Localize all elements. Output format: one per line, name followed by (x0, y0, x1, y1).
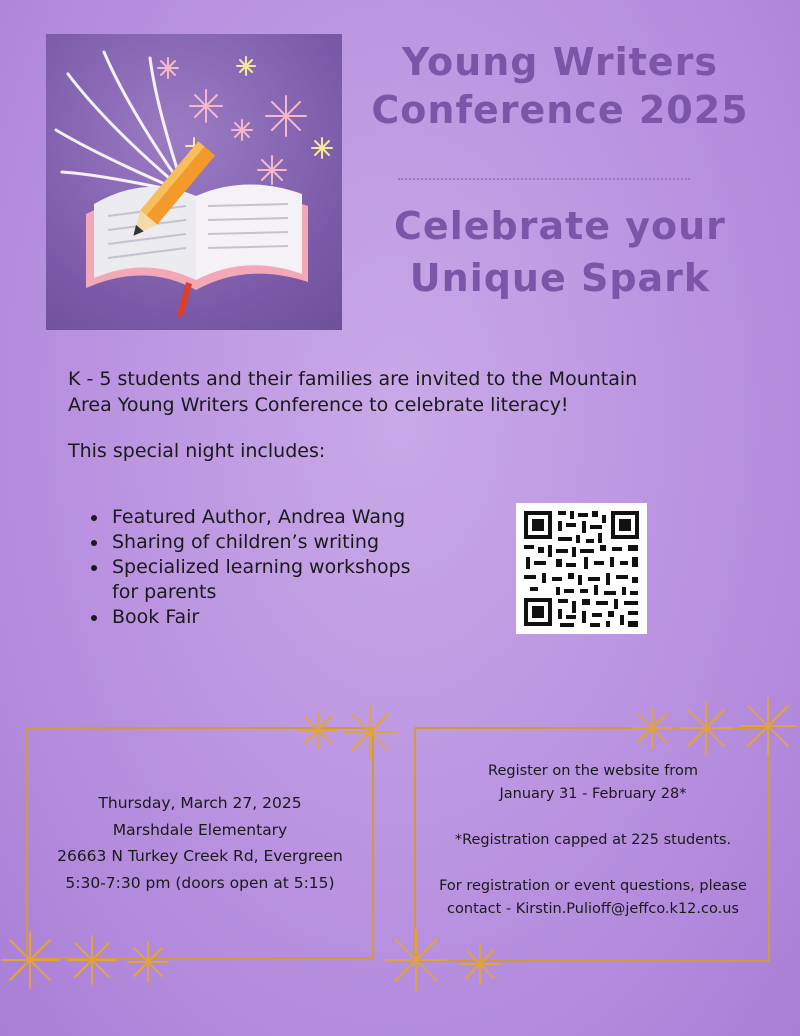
list-item-continuation: for parents (112, 581, 217, 603)
event-address: 26663 N Turkey Creek Rd, Evergreen (57, 847, 343, 865)
tagline (360, 200, 760, 304)
registration-line-1: Register on the website from (488, 763, 698, 779)
firework-icon (622, 692, 800, 774)
conference-title (360, 38, 760, 134)
hero-illustration (46, 34, 342, 330)
intro-line-1: K - 5 students and their families are invited to the Mountain (68, 368, 638, 390)
list-item: Book Fair (88, 605, 478, 629)
highlights-list (88, 505, 478, 630)
event-date: Thursday, March 27, 2025 (98, 794, 302, 812)
event-time: 5:30-7:30 pm (doors open at 5:15) (65, 873, 335, 892)
registration-cap-note: *Registration capped at 225 students. (454, 832, 732, 848)
list-item: Sharing of children’s writing (88, 530, 478, 554)
title-line-1: Young Writers (402, 40, 718, 84)
list-item: Specialized learning workshops (88, 555, 478, 579)
title-divider (398, 178, 690, 180)
firework-icon (380, 920, 520, 1000)
contact-line-2[interactable]: contact - Kirstin.Pulioff@jeffco.k12.co.us (447, 901, 739, 917)
tagline-line-2: Unique Spark (409, 256, 711, 300)
firework-icon (290, 700, 410, 780)
registration-details (418, 760, 768, 921)
title-line-2: Conference 2025 (371, 88, 749, 132)
list-item: Featured Author, Andrea Wang (88, 505, 478, 529)
event-details (30, 790, 370, 896)
intro-paragraph (68, 366, 748, 418)
tagline-line-1: Celebrate your (394, 204, 726, 248)
book-pencil-fireworks-icon (46, 34, 342, 330)
contact-line-1: For registration or event questions, please (439, 878, 747, 894)
intro-line-2: Area Young Writers Conference to celebrate literacy! (68, 394, 569, 416)
qr-code-icon[interactable] (516, 503, 647, 634)
registration-line-2: January 31 - February 28* (499, 786, 687, 802)
firework-icon (0, 920, 180, 1000)
qr-code-graphic (516, 503, 647, 634)
event-venue: Marshdale Elementary (112, 820, 288, 839)
includes-heading: This special night includes: (68, 440, 326, 462)
